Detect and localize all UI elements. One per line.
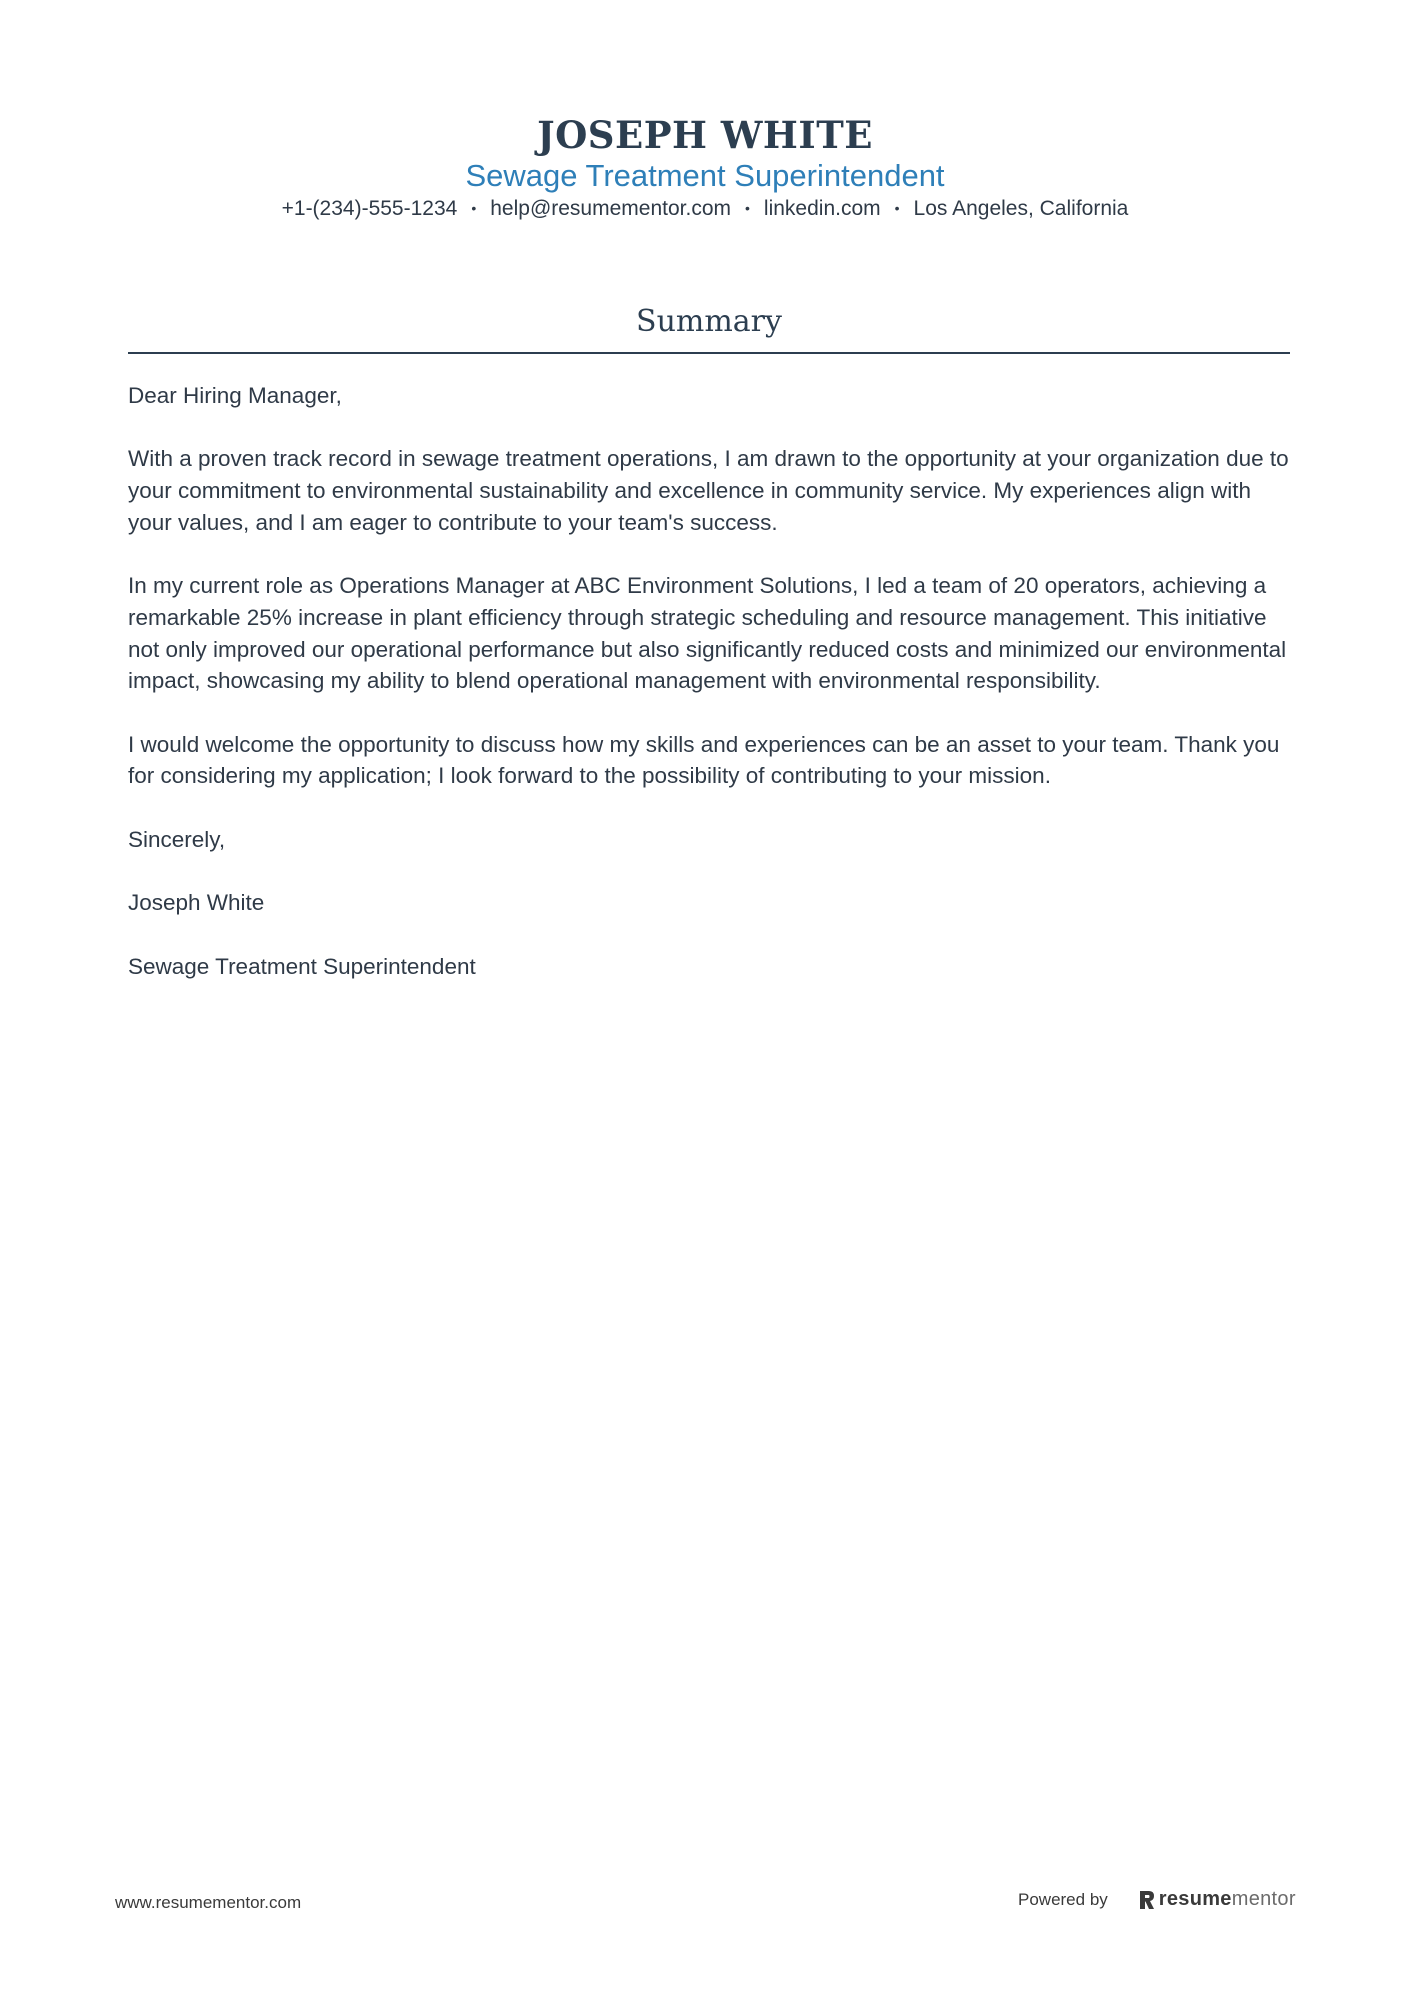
section-divider [128,352,1290,354]
brand-name-part1: resume [1158,1888,1232,1910]
contact-location: Los Angeles, California [913,197,1129,220]
brand-logo[interactable] [1138,1888,1296,1911]
letter-paragraph: With a proven track record in sewage treatment operations, I am drawn to the opportunity at your organization due to your commitment to environmental sustainability and excellence in community service. My experiences align with your values, and I am eager to contribute to your team's success. [128,446,1289,535]
applicant-job-title: Sewage Treatment Superintendent [465,158,945,193]
contact-linkedin[interactable]: linkedin.com [763,197,881,220]
letter-closing: Sincerely, [128,826,226,852]
signature-title: Sewage Treatment Superintendent [128,953,476,979]
brand-logo-icon [1138,1890,1155,1910]
letter-paragraph: I would welcome the opportunity to discuss how my skills and experiences can be an asset to your team. Thank you for considering my application; I look forward to the possibility of contributing to your mission. [128,731,1280,789]
contact-separator: • [745,200,750,216]
powered-by-label: Powered by [1018,1889,1108,1909]
footer-branding [1018,1888,1296,1911]
letter-paragraph: In my current role as Operations Manager at ABC Environment Solutions, I led a team of 20 operators, achieving a remarkable 25% increase in plant efficiency through strategic scheduling and resource management. This initiative not only improved our operational performance but also significantly reduced costs and minimized our environmental impact, showcasing my ability to blend operational management with environmental responsibility. [128,573,1287,694]
contact-separator: • [894,200,900,216]
contact-email[interactable]: help@resumementor.com [490,197,731,220]
footer-website[interactable]: www.resumementor.com [115,1893,302,1912]
letter-header [0,112,1410,225]
contact-phone: +1-(234)-555-1234 [281,197,458,220]
signature-name: Joseph White [128,890,265,916]
section-title: Summary [636,304,782,339]
applicant-name: JOSEPH WHITE [537,113,873,157]
contact-separator: • [471,200,477,216]
contact-line [0,194,1410,225]
letter-greeting: Dear Hiring Manager, [128,383,342,408]
brand-name-part2: mentor [1231,1888,1296,1910]
letter-body [128,380,1290,1014]
